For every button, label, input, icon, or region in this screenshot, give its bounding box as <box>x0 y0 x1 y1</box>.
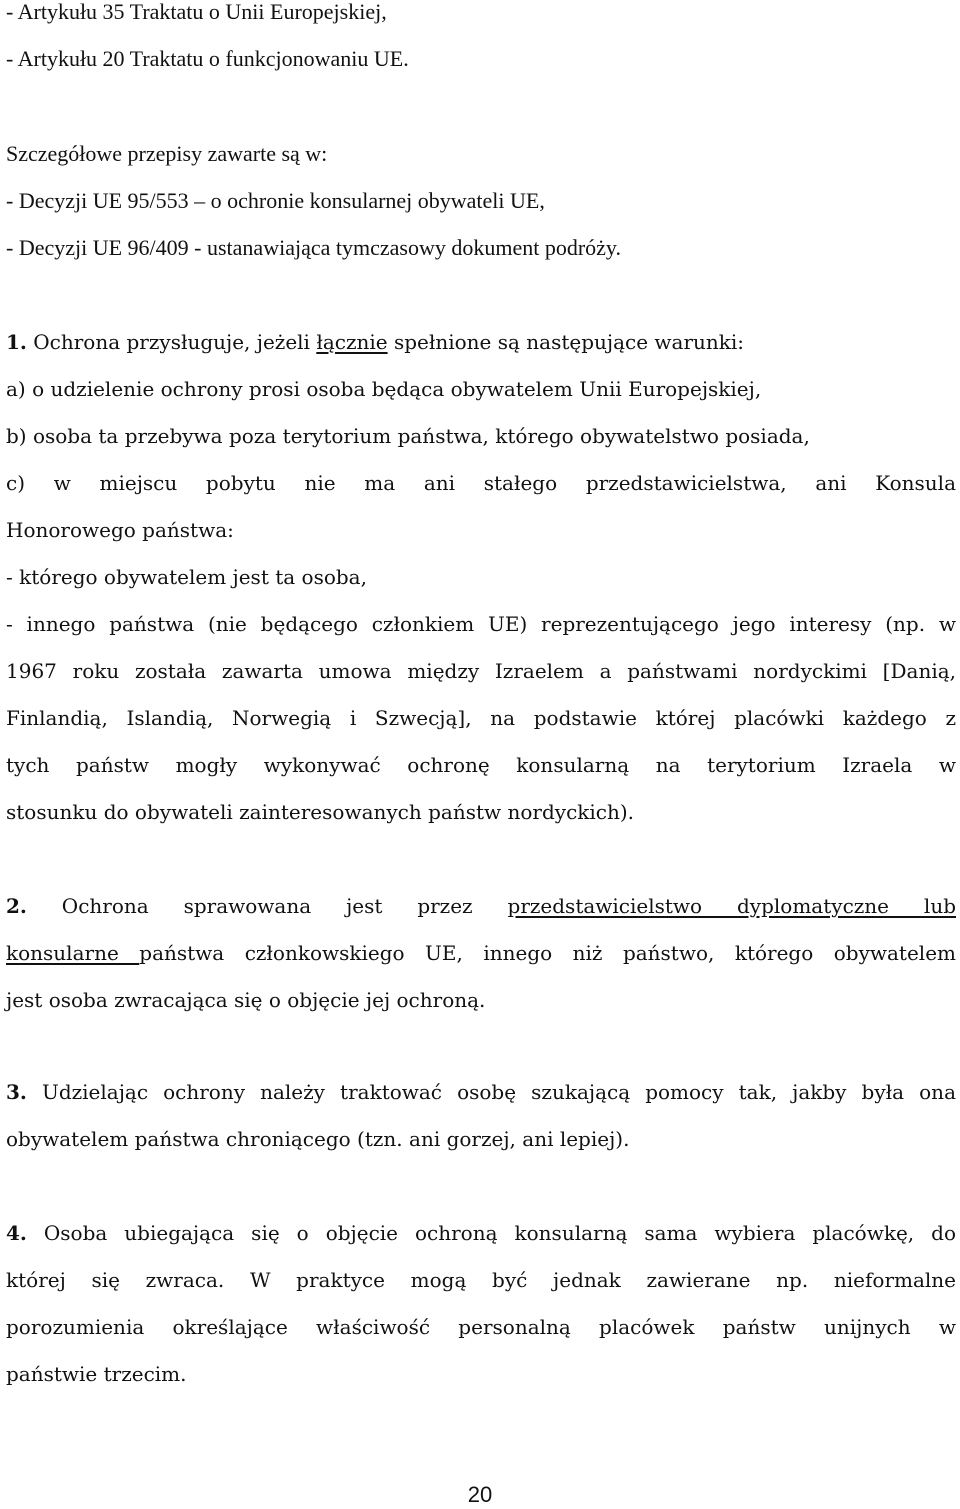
underlined-text: konsularne <box>6 941 140 965</box>
section-1-line-4: c) w miejscu pobytu nie ma ani stałego przedstawicielstwa, ani Konsula <box>6 471 956 495</box>
section-2-line-1: 2. Ochrona sprawowana jest przez przedstawicielstwo dyplomatyczne lub <box>6 894 956 918</box>
intro-line-5: - Decyzji UE 96/409 - ustanawiająca tymczasowy dokument podróży. <box>6 235 621 260</box>
section-3-line-2: obywatelem państwa chroniącego (tzn. ani gorzej, ani lepiej). <box>6 1127 630 1151</box>
section-4-line-2: której się zwraca. W praktyce mogą być jednak zawierane np. nieformalne <box>6 1268 956 1292</box>
section-1-number: 1. <box>6 330 27 354</box>
section-1-line-2: a) o udzielenie ochrony prosi osoba będąca obywatelem Unii Europejskiej, <box>6 377 762 401</box>
intro-line-2: - Artykułu 20 Traktatu o funkcjonowaniu UE. <box>6 46 409 71</box>
section-4-number: 4. <box>6 1221 27 1245</box>
section-1-line-11: stosunku do obywateli zainteresowanych państw nordyckich). <box>6 800 635 824</box>
section-1-line-9: Finlandią, Islandią, Norwegią i Szwecją], na podstawie której placówki każdego z <box>6 706 956 730</box>
intro-line-4: - Decyzji UE 95/553 – o ochronie konsularnej obywateli UE, <box>6 188 545 213</box>
section-2-line-3: jest osoba zwracająca się o objęcie jej ochroną. <box>6 988 486 1012</box>
underlined-text: przedstawicielstwo dyplomatyczne lub <box>507 894 956 918</box>
page-number: 20 <box>467 1482 493 1507</box>
section-1-line-1: 1. Ochrona przysługuje, jeżeli łącznie spełnione są następujące warunki: <box>6 330 745 354</box>
section-1-line-5: Honorowego państwa: <box>6 518 234 542</box>
section-1-line-8: 1967 roku została zawarta umowa między Izraelem a państwami nordyckimi [Danią, <box>6 659 956 683</box>
intro-line-3: Szczegółowe przepisy zawarte są w: <box>6 141 328 166</box>
section-2-number: 2. <box>6 894 27 918</box>
intro-line-1: - Artykułu 35 Traktatu o Unii Europejskiej, <box>6 0 387 24</box>
section-4-line-4: państwie trzecim. <box>6 1362 187 1386</box>
section-1-line-7: - innego państwa (nie będącego członkiem UE) reprezentującego jego interesy (np. w <box>6 612 956 636</box>
section-2-line-2: konsularne państwa członkowskiego UE, innego niż państwo, którego obywatelem <box>6 941 956 965</box>
section-3-line-1: 3. Udzielając ochrony należy traktować osobę szukającą pomocy tak, jakby była ona <box>6 1080 956 1104</box>
section-1-line-3: b) osoba ta przebywa poza terytorium państwa, którego obywatelstwo posiada, <box>6 424 810 448</box>
underlined-text: łącznie <box>316 330 388 354</box>
section-4-line-3: porozumienia określające właściwość personalną placówek państw unijnych w <box>6 1315 956 1339</box>
section-3-number: 3. <box>6 1080 27 1104</box>
section-1-line-6: - którego obywatelem jest ta osoba, <box>6 565 367 589</box>
section-1-line-10: tych państw mogły wykonywać ochronę konsularną na terytorium Izraela w <box>6 753 956 777</box>
section-4-line-1: 4. Osoba ubiegająca się o objęcie ochroną konsularną sama wybiera placówkę, do <box>6 1221 956 1245</box>
